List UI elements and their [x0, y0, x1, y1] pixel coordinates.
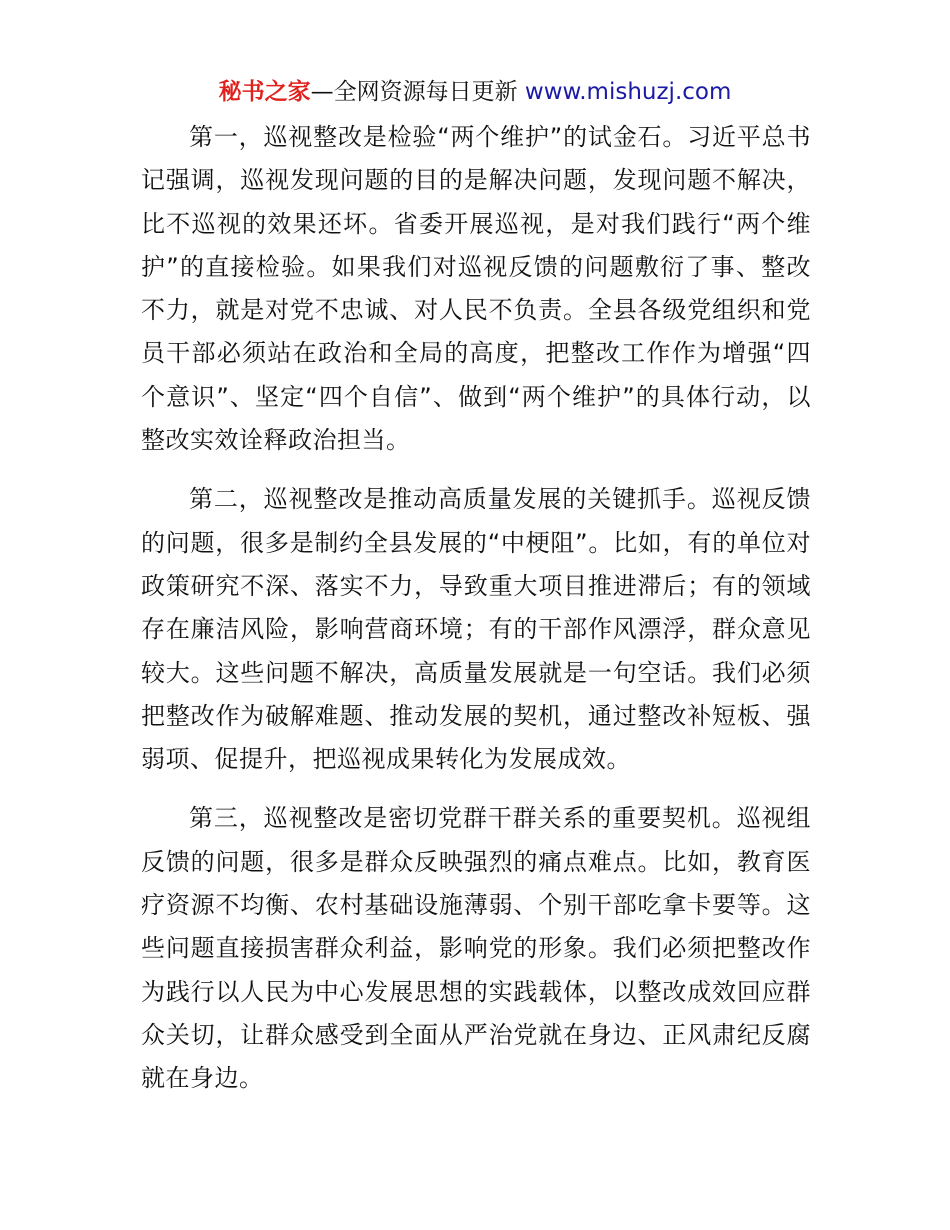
site-url-link[interactable]: www.mishuzj.com [524, 79, 732, 105]
paragraph-1: 第一，巡视整改是检验“两个维护”的试金石。习近平总书记强调，巡视发现问题的目的是解决问题，发现问题不解决，比不巡视的效果还坏。省委开展巡视，是对我们践行“两个维护”的直接检验。如果我们对巡视反馈的问题敷衍了事、整改不力，就是对党不忠诚、对人民不负责。全县各级党组织和党员干部必须站在政治和全局的高度，把整改工作作为增强“四个意识”、坚定“四个自信”、做到“两个维护”的具体行动，以整改实效诠释政治担当。 [141, 123, 811, 455]
paragraph-2: 第二，巡视整改是推动高质量发展的关键抓手。巡视反馈的问题，很多是制约全县发展的“中梗阻”。比如，有的单位对政策研究不深、落实不力，导致重大项目推进滞后；有的领域存在廉洁风险，影响营商环境；有的干部作风漂浮，群众意见较大。这些问题不解决，高质量发展就是一句空话。我们必须把整改作为破解难题、推动发展的契机，通过整改补短板、强弱项、促提升，把巡视成果转化为发展成效。 [141, 485, 811, 774]
site-header [0, 76, 950, 108]
paragraph-3: 第三，巡视整改是密切党群干群关系的重要契机。巡视组反馈的问题，很多是群众反映强烈的痛点难点。比如，教育医疗资源不均衡、农村基础设施薄弱、个别干部吃拿卡要等。这些问题直接损害群众利益，影响党的形象。我们必须把整改作为践行以人民为中心发展思想的实践载体，以整改成效回应群众关切，让群众感受到全面从严治党就在身边、正风肃纪反腐就在身边。 [141, 804, 811, 1093]
site-brand: 秘书之家 [218, 79, 311, 105]
site-tagline: —全网资源每日更新 [310, 79, 518, 105]
document-body [141, 116, 811, 1117]
